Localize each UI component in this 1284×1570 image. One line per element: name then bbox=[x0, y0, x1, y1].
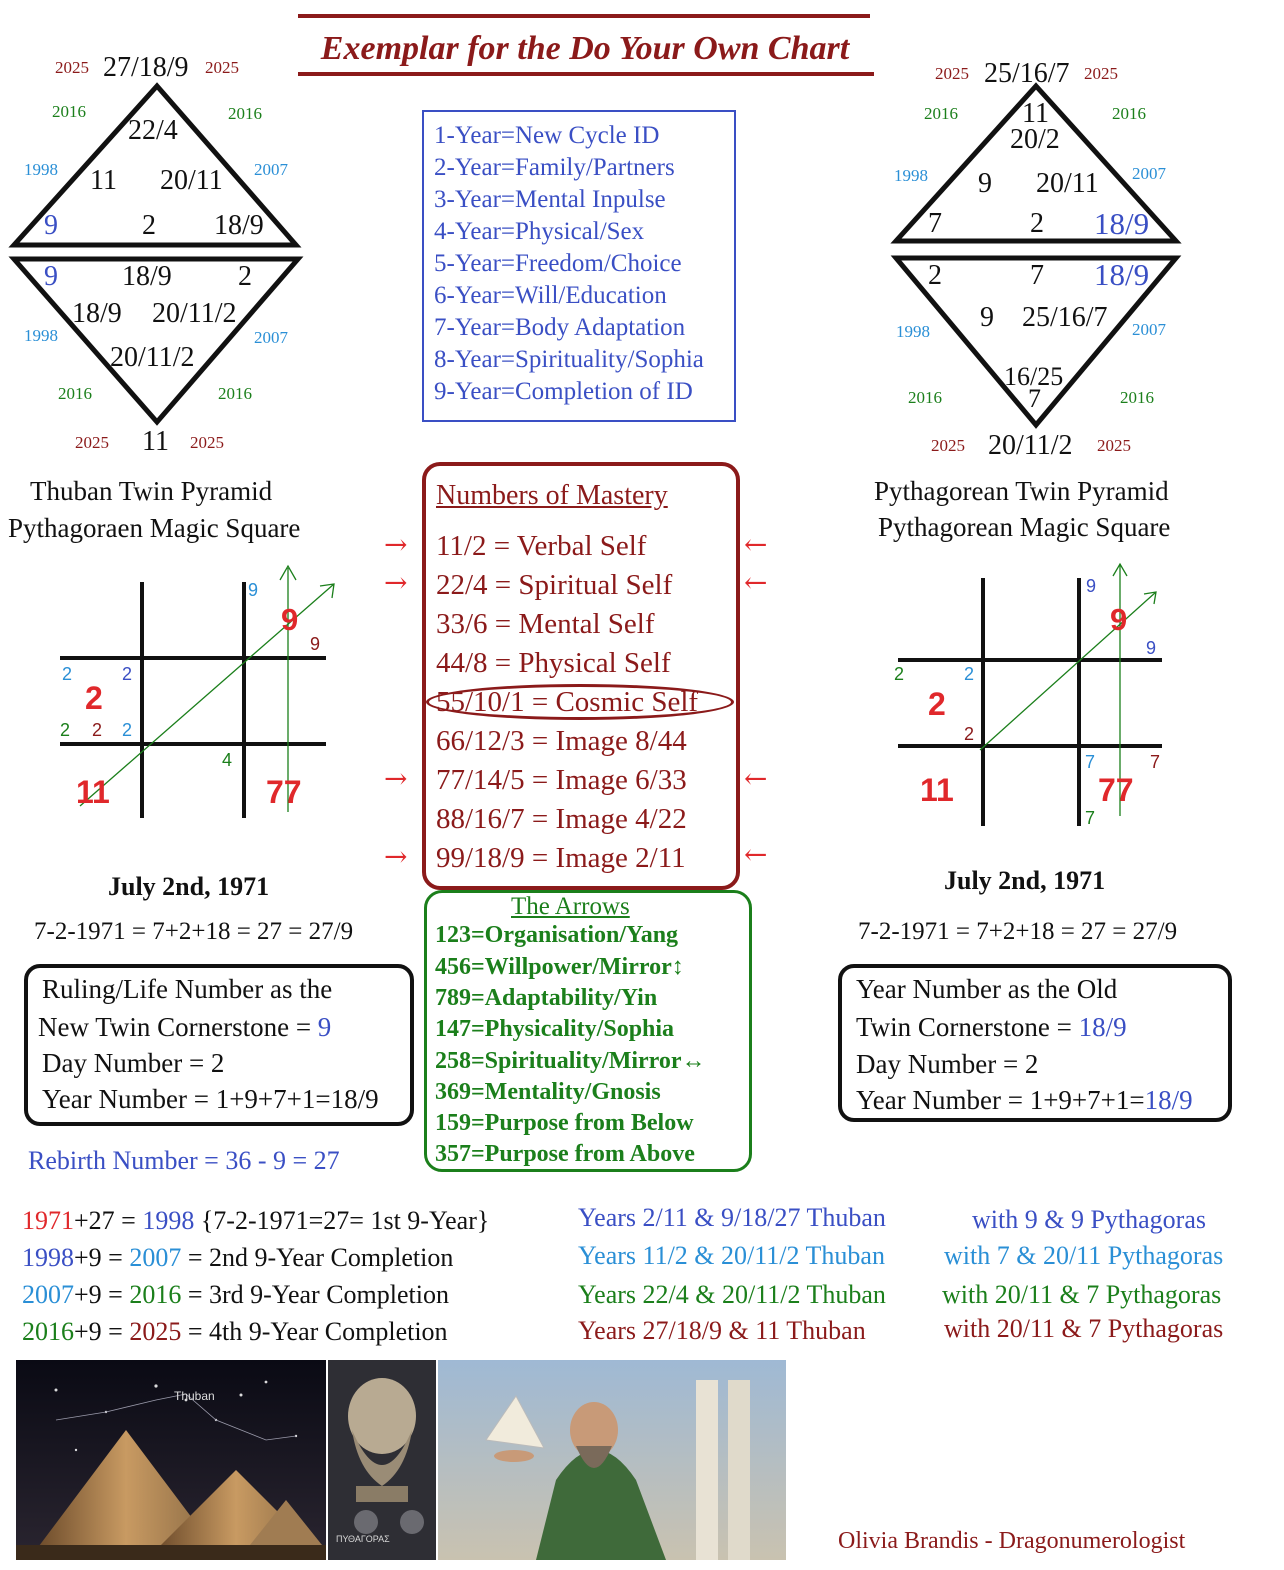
author-credit: Olivia Brandis - Dragonumerologist bbox=[838, 1528, 1186, 1554]
right-upper-apex2: 20/2 bbox=[1010, 124, 1060, 155]
mastery-item: 88/16/7 = Image 4/22 bbox=[436, 803, 687, 835]
left-upper-mid-r: 20/11 bbox=[160, 165, 223, 196]
left-lower-low: 20/11/2 bbox=[110, 342, 195, 373]
left-top-label: 27/18/9 bbox=[103, 52, 189, 83]
right-lower-top-r: 18/9 bbox=[1094, 257, 1150, 292]
year-cycle-item: 1-Year=New Cycle ID bbox=[434, 122, 660, 149]
mastery-item: 66/12/3 = Image 8/44 bbox=[436, 725, 687, 757]
left-sq-2big: 2 bbox=[85, 680, 103, 716]
right-year-2007-bot: 2007 bbox=[1132, 320, 1166, 339]
left-year-2007-bot: 2007 bbox=[254, 328, 288, 347]
left-year-2025-br: 2025 bbox=[190, 433, 224, 452]
left-year-2016-bl: 2016 bbox=[58, 384, 92, 403]
right-lower-low2: 7 bbox=[1028, 384, 1041, 413]
year-cycle-item: 5-Year=Freedom/Choice bbox=[434, 250, 682, 277]
right-year-1998-top: 1998 bbox=[894, 166, 928, 185]
right-sq-7a: 7 bbox=[1085, 752, 1096, 772]
mastery-arrow-right-icon: → bbox=[384, 566, 408, 599]
right-year-2025-bl: 2025 bbox=[931, 436, 965, 455]
right-date: July 2nd, 1971 bbox=[944, 866, 1106, 895]
right-sq-9b: 9 bbox=[1146, 638, 1157, 658]
left-year-2016-tr: 2016 bbox=[228, 104, 262, 123]
arrows-item: 123=Organisation/Yang bbox=[435, 922, 679, 948]
year-cycle-box bbox=[422, 110, 736, 422]
left-lower-top-c: 18/9 bbox=[122, 261, 172, 292]
right-sq-2c: 2 bbox=[964, 724, 975, 744]
left-sq-2b: 2 bbox=[122, 664, 133, 684]
right-year-1998-bot: 1998 bbox=[896, 322, 930, 341]
cycle-start: 1998 bbox=[22, 1243, 74, 1272]
arrows-item: 159=Purpose from Below bbox=[435, 1110, 694, 1136]
right-box-line-2 bbox=[856, 1012, 1127, 1043]
left-sq-9a: 9 bbox=[248, 580, 259, 600]
thuban-pyramids-image bbox=[16, 1360, 326, 1560]
arrows-item: 369=Mentality/Gnosis bbox=[435, 1079, 661, 1105]
comparison-pythagoras: with 20/11 & 7 Pythagoras bbox=[944, 1314, 1224, 1343]
left-sq-11: 11 bbox=[76, 774, 110, 810]
right-year-2016-tl: 2016 bbox=[924, 104, 958, 123]
mastery-arrow-right-icon: → bbox=[384, 762, 408, 795]
left-lower-top-l: 9 bbox=[44, 261, 58, 292]
right-sum: 7-2-1971 = 7+2+18 = 27 = 27/9 bbox=[858, 918, 1178, 945]
mastery-item: 99/18/9 = Image 2/11 bbox=[436, 842, 686, 874]
mastery-item: 77/14/5 = Image 6/33 bbox=[436, 764, 687, 796]
left-upper-base-l: 9 bbox=[44, 210, 58, 241]
left-box-cornerstone-value: 9 bbox=[317, 1012, 332, 1042]
right-sq-2big: 2 bbox=[928, 686, 946, 722]
arrows-item: 789=Adaptability/Yin bbox=[435, 985, 658, 1011]
right-year-2016-br: 2016 bbox=[1120, 388, 1154, 407]
comparison-pythagoras: with 7 & 20/11 Pythagoras bbox=[944, 1241, 1224, 1270]
right-box-year-value: 18/9 bbox=[1144, 1085, 1193, 1115]
left-year-2016-tl: 2016 bbox=[52, 102, 86, 121]
right-lower-top-l: 2 bbox=[928, 260, 942, 291]
left-box-line-3: Day Number = 2 bbox=[42, 1048, 225, 1078]
left-year-1998-top: 1998 bbox=[24, 160, 58, 179]
left-box-cornerstone-label: New Twin Cornerstone = bbox=[38, 1012, 318, 1042]
left-lower-mid-l: 18/9 bbox=[72, 298, 122, 329]
arrows-box bbox=[424, 890, 752, 1172]
title-bar-bottom bbox=[298, 72, 874, 76]
left-box-line-4: Year Number = 1+9+7+1=18/9 bbox=[42, 1084, 379, 1114]
cycle-desc: = 2nd 9-Year Completion bbox=[181, 1243, 454, 1272]
right-sq-11: 11 bbox=[920, 772, 954, 808]
cycle-start: 1971 bbox=[22, 1206, 74, 1235]
comparison-thuban: Years 27/18/9 & 11 Thuban bbox=[578, 1316, 866, 1345]
mastery-item: 33/6 = Mental Self bbox=[436, 608, 655, 640]
right-sq-2a: 2 bbox=[894, 664, 905, 684]
right-sq-9big: 9 bbox=[1110, 602, 1128, 637]
cycle-row bbox=[22, 1206, 489, 1236]
left-sq-2c: 2 bbox=[60, 720, 71, 740]
arrows-item: 147=Physicality/Sophia bbox=[435, 1016, 675, 1042]
photo-strip bbox=[16, 1360, 786, 1560]
right-bottom-label: 20/11/2 bbox=[988, 430, 1073, 461]
left-year-1998-bot: 1998 bbox=[24, 326, 58, 345]
cycle-start: 2016 bbox=[22, 1317, 74, 1346]
mastery-arrow-right-icon: → bbox=[384, 840, 408, 873]
left-year-2025-tr: 2025 bbox=[205, 58, 239, 77]
left-year-2025-tl: 2025 bbox=[55, 58, 89, 77]
right-sq-2b: 2 bbox=[964, 664, 975, 684]
right-lower-mid-l: 9 bbox=[980, 302, 994, 333]
cycle-desc: = 3rd 9-Year Completion bbox=[181, 1280, 449, 1309]
mastery-item: 55/10/1 = Cosmic Self bbox=[436, 686, 699, 718]
cycle-row bbox=[22, 1317, 448, 1347]
cycle-desc: = 4th 9-Year Completion bbox=[181, 1317, 448, 1346]
left-lower-mid-r: 20/11/2 bbox=[152, 298, 237, 329]
right-upper-base-r: 18/9 bbox=[1094, 206, 1150, 241]
right-year-2007-top: 2007 bbox=[1132, 164, 1166, 183]
right-sq-7b: 7 bbox=[1150, 752, 1161, 772]
left-sq-2d: 2 bbox=[92, 720, 103, 740]
right-upper-mid-r: 20/11 bbox=[1036, 168, 1099, 199]
mastery-arrow-left-icon: ← bbox=[744, 762, 768, 795]
left-lower-top-r: 2 bbox=[238, 261, 252, 292]
right-box-line-4 bbox=[856, 1085, 1193, 1116]
mastery-arrow-left-icon: ← bbox=[744, 566, 768, 599]
year-cycle-item: 4-Year=Physical/Sex bbox=[434, 218, 645, 245]
mastery-arrow-right-icon: → bbox=[384, 528, 408, 561]
left-year-2025-bl: 2025 bbox=[75, 433, 109, 452]
cycle-op: +9 = bbox=[74, 1317, 130, 1346]
left-year-2007-top: 2007 bbox=[254, 160, 288, 179]
left-ruling-box bbox=[24, 964, 414, 1126]
left-sq-9big: 9 bbox=[281, 602, 299, 637]
right-caption-2: Pythagorean Magic Square bbox=[878, 512, 1171, 542]
right-upper-apex: 11 bbox=[1022, 98, 1049, 129]
page-title: Exemplar for the Do Your Own Chart bbox=[320, 30, 850, 67]
mastery-title: Numbers of Mastery bbox=[436, 480, 668, 511]
left-sq-9b: 9 bbox=[310, 634, 321, 654]
year-cycle-item: 2-Year=Family/Partners bbox=[434, 154, 675, 181]
pythagoras-greek-label: ΠΥΘΑΓΟΡΑΣ bbox=[336, 1534, 390, 1544]
mastery-arrow-left-icon: ← bbox=[744, 528, 768, 561]
year-cycle-item: 9-Year=Completion of ID bbox=[434, 378, 693, 405]
comparison-pythagoras: with 20/11 & 7 Pythagoras bbox=[942, 1280, 1222, 1309]
thuban-label: Thuban bbox=[174, 1389, 215, 1403]
left-sum: 7-2-1971 = 7+2+18 = 27 = 27/9 bbox=[34, 918, 354, 945]
left-sq-77: 77 bbox=[266, 774, 302, 810]
mastery-item: 11/2 = Verbal Self bbox=[436, 530, 647, 562]
right-lower-top-c: 7 bbox=[1030, 260, 1044, 291]
right-top-label: 25/16/7 bbox=[984, 58, 1070, 89]
left-box-line-2 bbox=[38, 1012, 331, 1043]
title-bar-top bbox=[298, 14, 870, 18]
cycle-op: +27 = bbox=[74, 1206, 143, 1235]
comparison-thuban: Years 11/2 & 20/11/2 Thuban bbox=[578, 1241, 885, 1270]
cycle-end: 1998 bbox=[142, 1206, 195, 1235]
right-year-2025-br: 2025 bbox=[1097, 436, 1131, 455]
comparison-thuban: Years 22/4 & 20/11/2 Thuban bbox=[578, 1280, 886, 1309]
year-cycle-item: 3-Year=Mental Inpulse bbox=[434, 186, 666, 213]
left-caption-2: Pythagoraen Magic Square bbox=[8, 513, 301, 543]
mastery-item: 44/8 = Physical Self bbox=[436, 647, 671, 679]
right-upper-base-c: 2 bbox=[1030, 208, 1044, 239]
right-box-line-3: Day Number = 2 bbox=[856, 1049, 1039, 1079]
right-lower-mid-r: 25/16/7 bbox=[1022, 302, 1108, 333]
right-box-year-label: Year Number = 1+9+7+1= bbox=[856, 1085, 1145, 1115]
right-sq-9a: 9 bbox=[1086, 576, 1097, 596]
cycle-op: +9 = bbox=[74, 1243, 130, 1272]
arrows-item: 357=Purpose from Above bbox=[435, 1141, 695, 1167]
arrows-title: The Arrows bbox=[511, 893, 630, 920]
cycle-start: 2007 bbox=[22, 1280, 74, 1309]
pythagoras-bust-image bbox=[328, 1360, 436, 1560]
right-year-2016-bl: 2016 bbox=[908, 388, 942, 407]
left-upper-base-r: 18/9 bbox=[214, 210, 264, 241]
left-upper-mid-l: 11 bbox=[90, 165, 117, 196]
cycle-op: +9 = bbox=[74, 1280, 130, 1309]
right-year-2025-tl: 2025 bbox=[935, 64, 969, 83]
right-box-cornerstone-label: Twin Cornerstone = bbox=[856, 1012, 1079, 1042]
cycle-row bbox=[22, 1243, 453, 1273]
right-upper-base-l: 7 bbox=[928, 208, 942, 239]
mastery-arrow-left-icon: ← bbox=[744, 838, 768, 871]
right-lower-low: 16/25 bbox=[1004, 362, 1064, 391]
left-upper-apex: 22/4 bbox=[128, 115, 178, 146]
cycle-end: 2016 bbox=[129, 1280, 182, 1309]
right-year-2025-tr: 2025 bbox=[1084, 64, 1118, 83]
right-sq-7c: 7 bbox=[1085, 808, 1096, 828]
cycle-row bbox=[22, 1280, 449, 1310]
right-year-2016-tr: 2016 bbox=[1112, 104, 1146, 123]
left-box-line-1: Ruling/Life Number as the bbox=[42, 974, 333, 1004]
mastery-box bbox=[422, 462, 740, 890]
right-box-cornerstone-value: 18/9 bbox=[1078, 1012, 1127, 1042]
left-sq-2a: 2 bbox=[62, 664, 73, 684]
left-sq-2e: 2 bbox=[122, 720, 133, 740]
rebirth-number: Rebirth Number = 36 - 9 = 27 bbox=[28, 1146, 340, 1175]
left-year-2016-br: 2016 bbox=[218, 384, 252, 403]
right-year-box bbox=[838, 964, 1232, 1122]
left-caption-1: Thuban Twin Pyramid bbox=[30, 476, 273, 506]
left-date: July 2nd, 1971 bbox=[108, 872, 270, 901]
right-sq-77: 77 bbox=[1098, 772, 1134, 808]
comparison-thuban: Years 2/11 & 9/18/27 Thuban bbox=[578, 1203, 886, 1232]
left-bottom-label: 11 bbox=[142, 426, 169, 457]
pythagoras-painting-image bbox=[438, 1360, 786, 1560]
right-box-line-1: Year Number as the Old bbox=[856, 974, 1118, 1004]
left-upper-base-c: 2 bbox=[142, 210, 156, 241]
mastery-item: 22/4 = Spiritual Self bbox=[436, 569, 673, 601]
year-cycle-item: 6-Year=Will/Education bbox=[434, 282, 667, 309]
arrows-item: 258=Spirituality/Mirror↔ bbox=[435, 1048, 706, 1074]
right-upper-mid-l: 9 bbox=[978, 168, 992, 199]
cycle-end: 2025 bbox=[129, 1317, 182, 1346]
cycle-desc: {7-2-1971=27= 1st 9-Year} bbox=[194, 1206, 490, 1235]
comparison-pythagoras: with 9 & 9 Pythagoras bbox=[972, 1205, 1206, 1234]
year-cycle-item: 8-Year=Spirituality/Sophia bbox=[434, 346, 704, 373]
arrows-item: 456=Willpower/Mirror↕ bbox=[435, 954, 684, 980]
cycle-end: 2007 bbox=[129, 1243, 182, 1272]
left-sq-4: 4 bbox=[222, 750, 233, 770]
year-cycle-item: 7-Year=Body Adaptation bbox=[434, 314, 686, 341]
right-caption-1: Pythagorean Twin Pyramid bbox=[874, 476, 1169, 506]
